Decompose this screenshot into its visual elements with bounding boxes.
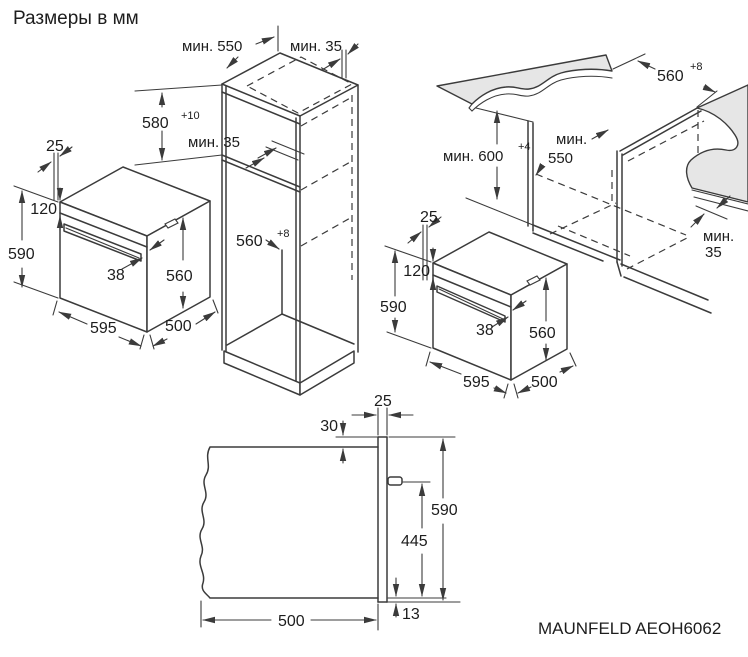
dim-panel-height [30,188,60,230]
dim-min-shelf-gap [188,134,304,168]
dim-label-niche-height-tol: +10 [181,110,200,122]
dim-label-width: 595 [463,374,490,391]
oven-profile [200,437,402,602]
dim-label-width: 595 [90,320,117,337]
dim-label-body-height: 560 [166,268,193,285]
dim-label-door-thickness: 25 [374,393,392,410]
dim-label-depth: 500 [531,374,558,391]
dim-label-depth: 500 [278,613,305,630]
dim-label-min-depth: мин. 550 [182,38,243,55]
dim-niche-width-top [613,54,717,107]
oven-body [433,232,567,380]
page-title: Размеры в мм [13,8,139,29]
model-label: MAUNFELD AEOH6062 [538,619,722,638]
dim-label-min-top-gap: мин. 35 [290,38,342,55]
oven-body [60,167,210,332]
dim-niche-height [135,85,222,165]
dim-door-offset [38,138,72,200]
dim-label-min-back-gap-value: 35 [705,244,722,261]
dim-label-door-offset: 25 [420,209,438,226]
dim-label-height: 590 [8,246,35,263]
plinth-side [300,351,354,395]
dim-label-niche-width-tol: +8 [690,61,703,73]
dim-label-min-height-tol: +4 [518,141,531,153]
left-oven-view [8,138,218,349]
dim-label-body-height: 560 [529,325,556,342]
dim-depth [201,601,378,630]
dim-label-handle-depth: 38 [476,322,494,339]
dim-label-niche-height: 580 [142,115,169,132]
dim-label-panel-height: 120 [403,263,430,280]
dim-panel-height [403,248,433,292]
dim-label-door-offset: 25 [46,138,64,155]
dim-label-niche-width-tol: +8 [277,228,290,240]
cabinet-body [222,53,358,395]
dim-label-height: 590 [380,299,407,316]
side-section-view [200,393,460,630]
dim-label-height: 590 [431,502,458,519]
back-wall [687,85,748,219]
dim-label-min-shelf-gap: мин. 35 [188,134,240,151]
dim-label-niche-width: 560 [236,233,263,250]
dim-handle-to-bottom [401,482,430,596]
dim-label-min-back-gap-word: мин. [703,228,735,245]
dim-label-niche-width: 560 [657,68,684,85]
dim-label-handle-depth: 38 [107,267,125,284]
countertop [437,55,612,122]
dim-bottom-overhang [396,578,420,623]
dim-door-thickness [352,393,413,435]
dim-min-depth [536,130,608,175]
dim-label-depth: 500 [165,318,192,335]
dim-min-height [443,111,533,225]
dim-top-overhang [320,418,377,463]
dim-label-bottom-overhang: 13 [402,606,420,623]
dim-label-panel-height: 120 [30,201,57,218]
dim-niche-width [236,228,290,250]
dim-label-handle-to-bottom: 445 [401,533,428,550]
door-handle [388,477,402,485]
plinth-front [224,351,300,395]
dim-label-min-depth-value: 550 [548,150,574,167]
dim-label-min-height: мин. 600 [443,148,504,165]
dim-label-min-depth-word: мин. [556,131,588,148]
right-oven-view [380,209,576,398]
dim-label-top-overhang: 30 [320,418,338,435]
